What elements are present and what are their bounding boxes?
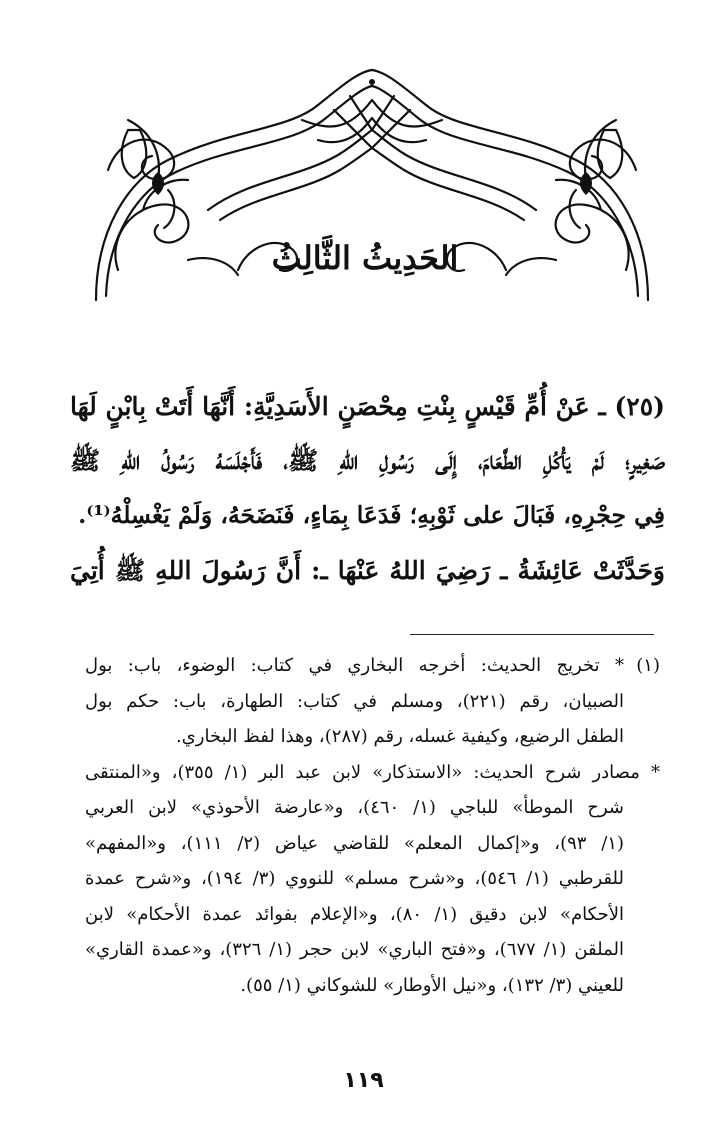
hadith-line: صَغِيرٍ؛ لَمْ يَأْكُلِ الطَّعَامَ، إِلَى رَسُولِ اللهِ ﷺ، فَأَجْلَسَهُ رَسُولُ اللهِ ﷺ [70, 446, 665, 475]
footnote-line: الملقن (١/ ٦٧٧)، و«فتح الباري» لابن حجر (١/ ٣٢٦)، و«عمدة القاري» [85, 939, 624, 960]
footnote-line: (١/ ٩٣)، و«إكمال المعلم» للقاضي عياض (٢/ ١١١)، و«المفهم» [85, 832, 624, 854]
footnote-line: للقرطبي (١/ ٥٤٦)، و«شرح مسلم» للنووي (٣/ ١٩٤)، و«شرح عمدة [85, 868, 624, 889]
footnote-line: شرح الموطأ» للباجي (١/ ٤٦٠)، و«عارضة الأحوذي» لابن العربي [85, 797, 624, 818]
hadith-line: وَحَدَّثَتْ عَائِشَةُ ـ رَضِيَ اللهُ عَنْهَا ـ: أَنَّ رَسُولَ اللهِ ﷺ أُتِيَ [70, 556, 665, 585]
footnotes [85, 648, 660, 1003]
footnote-line: الطفل الرضيع، وكيفية غسله، رقم (٢٨٧)، وهذا لفظ البخاري. [175, 726, 624, 747]
footnote-line: للعيني (٣/ ١٣٢)، و«نيل الأوطار» للشوكاني (١/ ٥٥). [240, 974, 624, 996]
footnote-marker: (١) [636, 655, 660, 676]
footnote-divider [410, 634, 654, 635]
footnote-line: * مصادر شرح الحديث: «الاستذكار» لابن عبد البر (١/ ٣٥٥)، و«المنتقى [85, 761, 660, 783]
hadith-text [70, 380, 665, 598]
footnote-line: الصبيان، رقم (٢٢١)، ومسلم في كتاب: الطهارة، باب: حكم بول [85, 690, 625, 712]
chapter-title: الحَدِيثُ الثَّالِثُ [271, 239, 459, 277]
hadith-line: (٢٥) ـ عَنْ أُمِّ قَيْسٍ بِنْتِ مِحْصَنٍ الأَسَدِيَّةِ: أَنَّهَا أَتَتْ بِابْنٍ لَهَا [70, 392, 665, 421]
hadith-line: فِي حِجْرِهِ، فَبَالَ على ثَوْبِهِ؛ فَدَعَا بِمَاءٍ، فَنَضَحَهُ، وَلَمْ يَغْسِلْهُ⁽¹⁾. [78, 501, 665, 529]
footnote-text: * تخريج الحديث: أخرجه البخاري في كتاب: الوضوء، باب: بول [85, 655, 624, 676]
footnote-line: الأحكام» لابن دقيق (١/ ٨٠)، و«الإعلام بفوائد عمدة الأحكام» لابن [85, 903, 624, 925]
footnote-line [85, 648, 660, 684]
page-number: ١١٩ [343, 1068, 384, 1093]
